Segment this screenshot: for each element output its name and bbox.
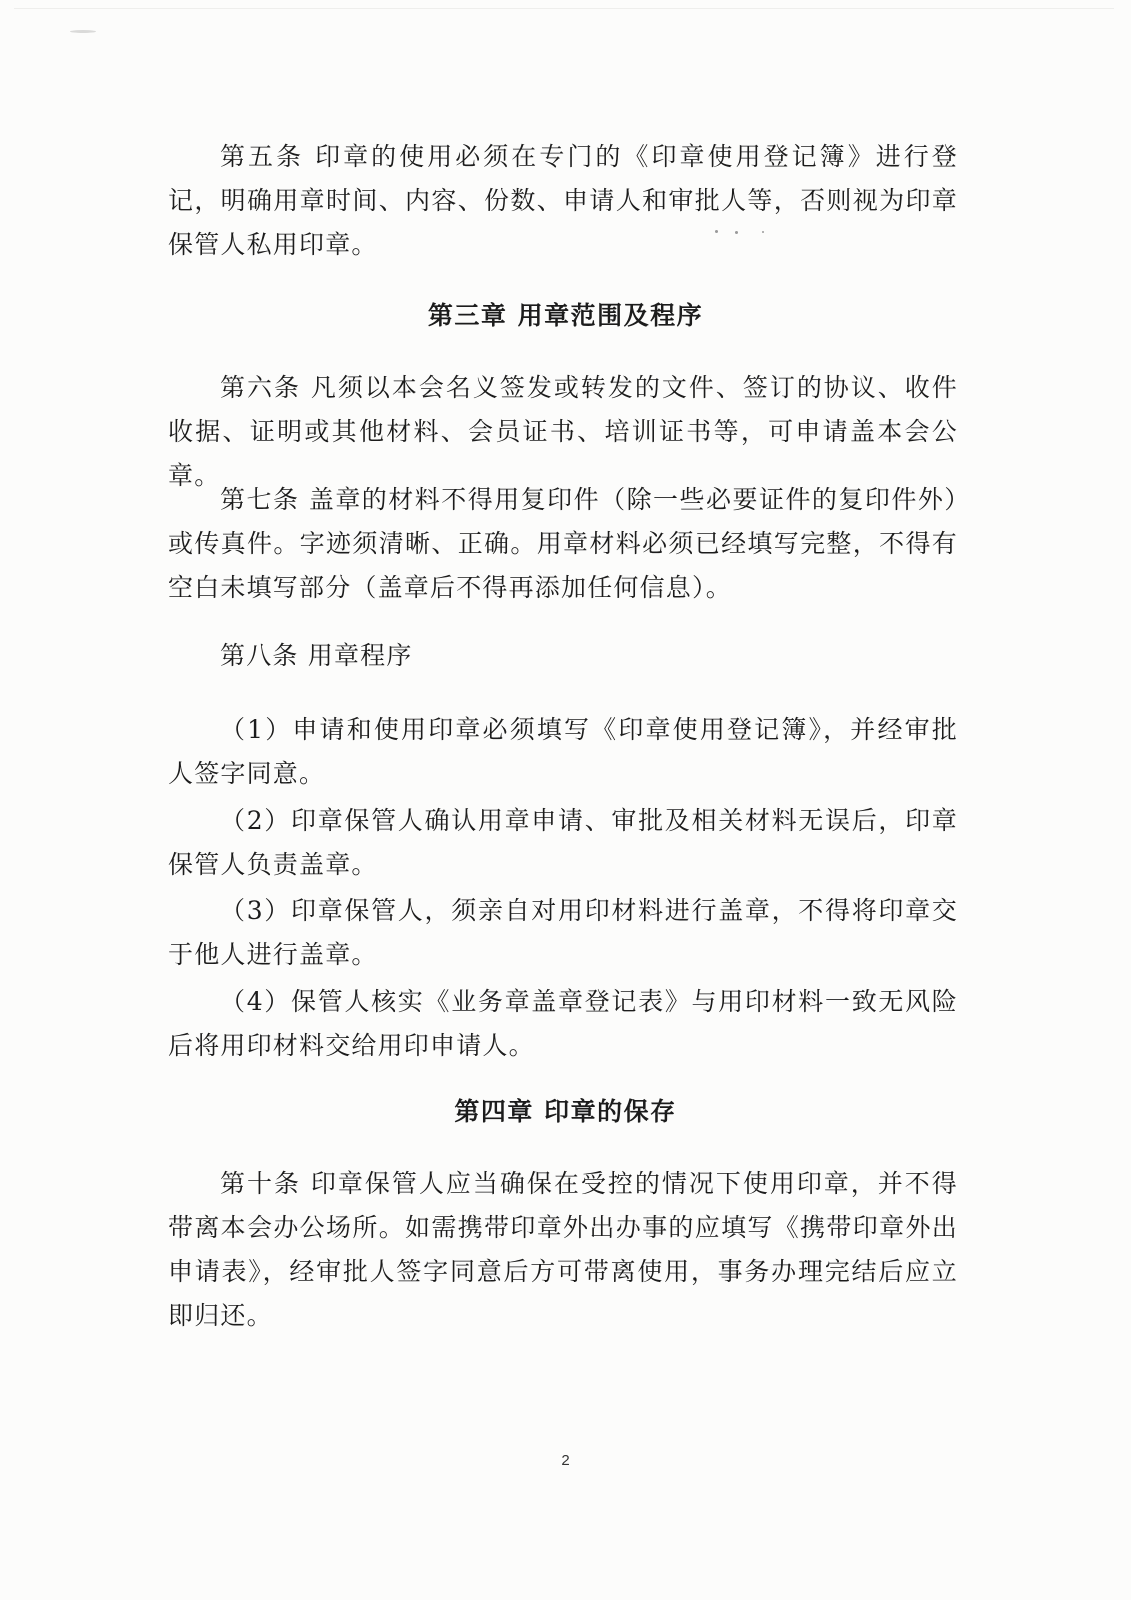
scan-speck <box>70 30 96 33</box>
procedure-step-3: （3）印章保管人，须亲自对用印材料进行盖章，不得将印章交于他人进行盖章。 <box>168 896 958 969</box>
article-7: 第七条 盖章的材料不得用复印件（除一些必要证件的复印件外）或传真件。字迹须清晰、正确。用章材料必须已经填写完整，不得有空白未填写部分（盖章后不得再添加任何信息）。 <box>168 485 958 602</box>
article-10: 第十条 印章保管人应当确保在受控的情况下使用印章，并不得带离本会办公场所。如需携带印章外出办事的应填写《携带印章外出申请表》，经审批人签字同意后方可带离使用，事务办理完结后应立即归还。 <box>168 1169 958 1330</box>
article-6: 第六条 凡须以本会名义签发或转发的文件、签订的协议、收件收据、证明或其他材料、会员证书、培训证书等，可申请盖本会公章。 <box>168 373 958 490</box>
procedure-step-4: （4）保管人核实《业务章盖章登记表》与用印材料一致无风险后将用印材料交给用印申请人。 <box>168 987 958 1060</box>
procedure-step-1: （1）申请和使用印章必须填写《印章使用登记簿》，并经审批人签字同意。 <box>168 715 958 788</box>
chapter-4-heading: 第四章 印章的保存 <box>454 1097 677 1126</box>
article-5: 第五条 印章的使用必须在专门的《印章使用登记簿》进行登记，明确用章时间、内容、份数、申请人和审批人等，否则视为印章保管人私用印章。 <box>168 142 958 259</box>
chapter-3-heading: 第三章 用章范围及程序 <box>427 301 704 330</box>
procedure-step-2: （2）印章保管人确认用章申请、审批及相关材料无误后，印章保管人负责盖章。 <box>168 806 958 879</box>
article-8: 第八条 用章程序 <box>220 641 413 670</box>
page-number: 2 <box>561 1452 570 1469</box>
